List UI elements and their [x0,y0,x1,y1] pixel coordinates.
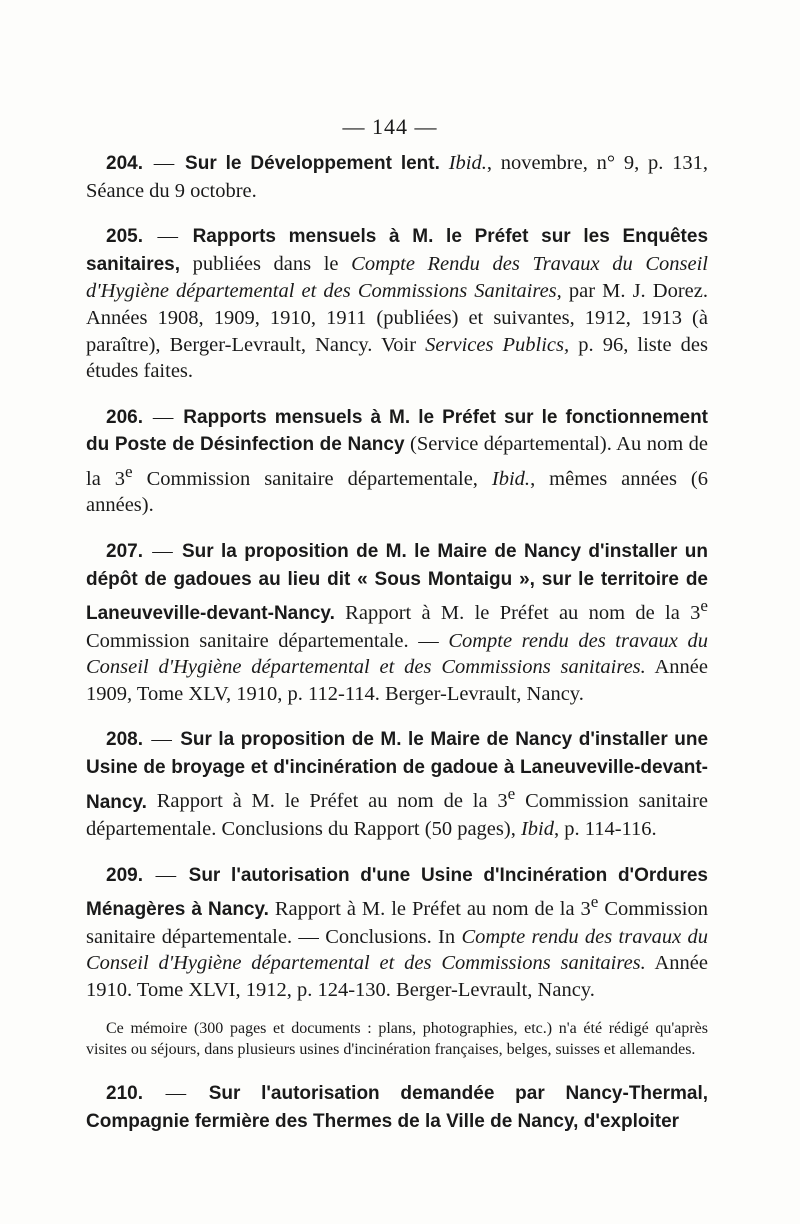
entry-dash: — [152,405,174,428]
entry-title: Sur la proposition de M. le Maire de Nancy d'installer un dépôt de gadoues au lieu dit « Sous Montaigu », sur le territoire de Laneuveville-devant-Nancy. [86,540,708,624]
entries-list [86,150,708,1155]
entry-number: 206. [106,406,143,428]
entry-204 [86,150,708,204]
entry-205 [86,223,708,385]
page-number: — 144 — [342,114,438,139]
entry-dash: — [153,152,175,174]
entry-text: Rapport à M. le Préfet au nom de la 3e Commission sanitaire départementale. Conclusions du Rapport (50 pages), Ibid, p. 114-116. [86,784,708,840]
entry-title: Rapports mensuels à M. le Préfet sur le fonctionnement du Poste de Désinfection de Nancy [86,406,709,456]
entry-number: 209. [106,864,143,886]
entry-209-note: Ce mémoire (300 pages et documents : plans, photographies, etc.) n'a été rédigé qu'après visites ou séjours, dans plusieurs usines d'incinération françaises, belges, suisses et allemandes. [86,1020,708,1059]
entry-207 [86,538,708,707]
entry-210 [86,1080,708,1135]
entry-dash: — [165,1082,187,1105]
entry-number: 207. [106,540,143,562]
entry-text: publiées dans le Compte Rendu des Travaux du Conseil d'Hygiène départemental et des Commissions Sanitaires, par M. J. Dorez. Années 1908, 1909, 1910, 1911 (publiées) et suivantes, 1912, 1913 (à paraître), Berger-Levrault, Nancy. Voir Services Publics, p. 96, liste des études faites. [86,252,708,383]
entry-number: 210. [106,1083,143,1105]
entry-number: 208. [106,729,143,751]
entry-title: Sur l'autorisation d'une Usine d'Incinération d'Ordures Ménagères à Nancy. [86,864,708,920]
entry-title: Sur l'autorisation demandée par Nancy-Thermal, Compagnie fermière des Thermes de la Ville de Nancy, d'exploiter [86,1083,709,1132]
entry-dash: — [151,728,172,751]
entry-text: Rapport à M. le Préfet au nom de la 3e Commission sanitaire départementale. — Conclusions. In Compte rendu des travaux du Conseil d'Hygiène départemental et des Commissions sanitaires. Année 1910. Tome XLVI, 1912, p. 124-130. Berger-Levrault, Nancy. [86,892,708,1001]
entry-title: Sur le Développement lent. [185,153,440,174]
entry-dash: — [152,539,173,562]
entry-title: Sur la proposition de M. le Maire de Nancy d'installer une Usine de broyage et d'incinération de gadoue à Laneuveville-devant-Nancy. [86,729,709,813]
entry-206 [86,404,708,519]
entry-dash: — [157,225,179,248]
entry-text: (Service départemental). Au nom de la 3e Commission sanitaire départementale, Ibid., mêmes années (6 années). [86,433,708,517]
entry-number: 205. [106,226,143,248]
entry-number: 204. [106,153,143,174]
entry-dash: — [155,863,177,886]
entry-text: Ibid., novembre, n° 9, p. 131, Séance du 9 octobre. [86,152,709,202]
entry-text: Rapport à M. le Préfet au nom de la 3e Commission sanitaire départementale. — Compte rendu des travaux du Conseil d'Hygiène départemental et des Commissions sanitaires. Année 1909, Tome XLV, 1910, p. 112-114. Berger-Levrault, Nancy. [86,596,708,705]
entry-209 [86,862,708,1004]
entry-title: Rapports mensuels à M. le Préfet sur les Enquêtes sanitaires, [86,226,709,275]
entry-208 [86,726,708,842]
